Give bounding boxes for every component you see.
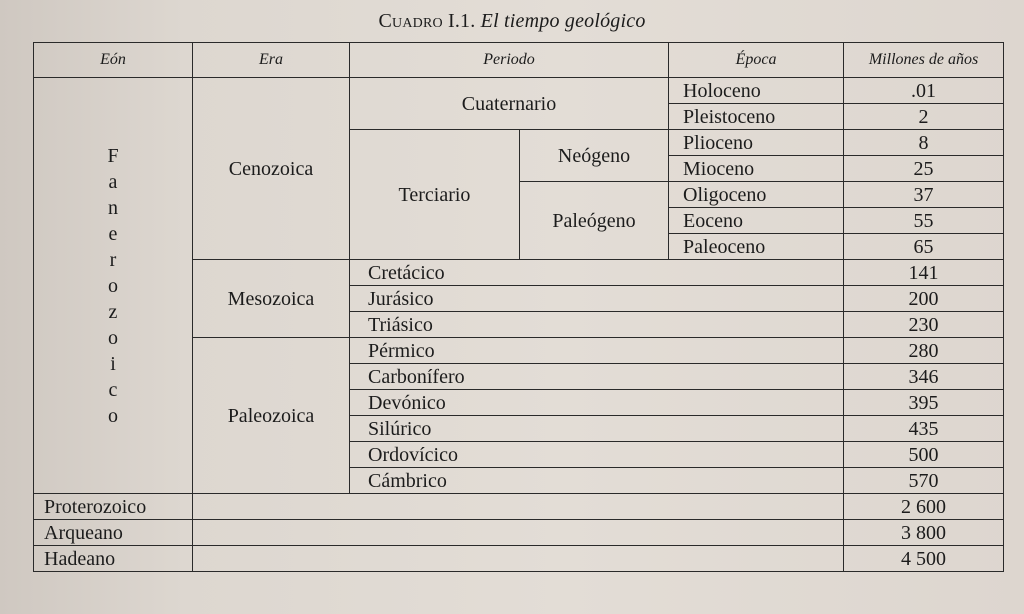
age-eoceno: 55 bbox=[844, 208, 1004, 234]
table-row bbox=[34, 78, 1004, 104]
epoch-oligoceno: Oligoceno bbox=[669, 182, 844, 208]
eon-proterozoico: Proterozoico bbox=[34, 494, 193, 520]
geologic-time-table bbox=[33, 42, 1004, 572]
eon-fanerozoico bbox=[34, 78, 193, 494]
eon-letter: o bbox=[108, 274, 118, 297]
subperiod-neogeno: Neógeno bbox=[520, 130, 669, 182]
era-cenozoica: Cenozoica bbox=[193, 78, 350, 260]
empty-cell bbox=[193, 546, 844, 572]
age-silurico: 435 bbox=[844, 416, 1004, 442]
age-cretacico: 141 bbox=[844, 260, 1004, 286]
epoch-mioceno: Mioceno bbox=[669, 156, 844, 182]
age-proterozoico: 2 600 bbox=[844, 494, 1004, 520]
header-million-years: Millones de años bbox=[844, 43, 1004, 78]
eon-fanerozoico-label bbox=[107, 143, 118, 429]
eon-hadeano: Hadeano bbox=[34, 546, 193, 572]
period-triasico: Triásico bbox=[350, 312, 844, 338]
age-carbonifero: 346 bbox=[844, 364, 1004, 390]
period-carbonifero: Carbonífero bbox=[350, 364, 844, 390]
period-cambrico: Cámbrico bbox=[350, 468, 844, 494]
age-plioceno: 8 bbox=[844, 130, 1004, 156]
epoch-holoceno: Holoceno bbox=[669, 78, 844, 104]
header-row bbox=[34, 43, 1004, 78]
age-ordovicico: 500 bbox=[844, 442, 1004, 468]
epoch-eoceno: Eoceno bbox=[669, 208, 844, 234]
eon-letter: z bbox=[108, 300, 118, 323]
eon-letter: o bbox=[108, 326, 118, 349]
epoch-plioceno: Plioceno bbox=[669, 130, 844, 156]
header-epoch: Época bbox=[669, 43, 844, 78]
eon-letter: n bbox=[108, 196, 118, 219]
header-eon: Eón bbox=[34, 43, 193, 78]
age-jurasico: 200 bbox=[844, 286, 1004, 312]
empty-cell bbox=[193, 520, 844, 546]
age-permico: 280 bbox=[844, 338, 1004, 364]
table-row bbox=[34, 546, 1004, 572]
age-pleistoceno: 2 bbox=[844, 104, 1004, 130]
age-hadeano: 4 500 bbox=[844, 546, 1004, 572]
epoch-pleistoceno: Pleistoceno bbox=[669, 104, 844, 130]
period-devonico: Devónico bbox=[350, 390, 844, 416]
period-jurasico: Jurásico bbox=[350, 286, 844, 312]
header-era: Era bbox=[193, 43, 350, 78]
eon-letter: a bbox=[108, 170, 118, 193]
age-paleoceno: 65 bbox=[844, 234, 1004, 260]
age-oligoceno: 37 bbox=[844, 182, 1004, 208]
eon-letter: r bbox=[109, 248, 117, 271]
eon-letter: c bbox=[108, 378, 118, 401]
caption-label: Cuadro I.1. bbox=[378, 10, 476, 32]
period-ordovicico: Ordovícico bbox=[350, 442, 844, 468]
age-mioceno: 25 bbox=[844, 156, 1004, 182]
table-row bbox=[34, 494, 1004, 520]
eon-arqueano: Arqueano bbox=[34, 520, 193, 546]
header-period: Periodo bbox=[350, 43, 669, 78]
table-row bbox=[34, 520, 1004, 546]
caption-title: El tiempo geológico bbox=[480, 10, 646, 32]
period-terciario: Terciario bbox=[350, 130, 520, 260]
period-silurico: Silúrico bbox=[350, 416, 844, 442]
empty-cell bbox=[193, 494, 844, 520]
epoch-paleoceno: Paleoceno bbox=[669, 234, 844, 260]
era-paleozoica: Paleozoica bbox=[193, 338, 350, 494]
eon-letter: F bbox=[107, 144, 119, 167]
table-caption bbox=[0, 10, 1024, 33]
eon-letter: i bbox=[110, 352, 116, 375]
period-cuaternario: Cuaternario bbox=[350, 78, 669, 130]
age-devonico: 395 bbox=[844, 390, 1004, 416]
age-triasico: 230 bbox=[844, 312, 1004, 338]
age-arqueano: 3 800 bbox=[844, 520, 1004, 546]
age-holoceno: .01 bbox=[844, 78, 1004, 104]
period-permico: Pérmico bbox=[350, 338, 844, 364]
age-cambrico: 570 bbox=[844, 468, 1004, 494]
subperiod-paleogeno: Paleógeno bbox=[520, 182, 669, 260]
eon-letter: o bbox=[108, 404, 118, 427]
eon-letter: e bbox=[108, 222, 118, 245]
period-cretacico: Cretácico bbox=[350, 260, 844, 286]
era-mesozoica: Mesozoica bbox=[193, 260, 350, 338]
